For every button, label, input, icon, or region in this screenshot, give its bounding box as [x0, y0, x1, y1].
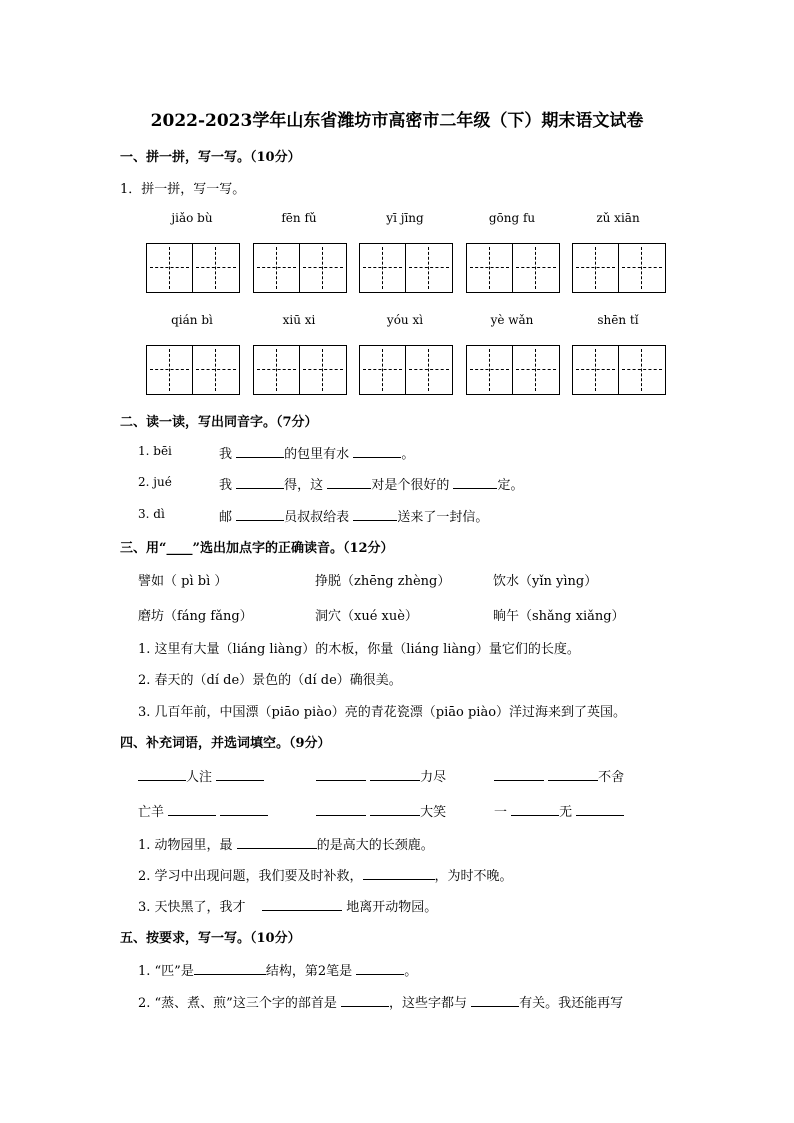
- fill-sentence: 2. “蒸、煮、煎”这三个字的部首是 ，这些字都与 有关。我还能再写: [138, 996, 624, 1011]
- pinyin-label: yóu xì: [386, 313, 424, 327]
- writing-grid[interactable]: [572, 345, 666, 395]
- answer-blank[interactable]: [548, 768, 598, 781]
- fill-sentence: 我 的包里有水 。: [219, 447, 415, 462]
- section-1-heading: 一、拼一拼，写一写。（10分）: [120, 150, 301, 165]
- answer-blank[interactable]: [327, 476, 371, 489]
- word-choice[interactable]: 晌午（shǎng xiǎng）: [493, 609, 625, 624]
- writing-grid[interactable]: [253, 243, 347, 293]
- section-3-heading: 三、用“____”选出加点字的正确读音。（12分）: [120, 541, 394, 556]
- pinyin-prompt: 2. jué: [138, 475, 172, 489]
- question-1-label: 1．拼一拼，写一写。: [120, 182, 246, 197]
- sentence-choice[interactable]: 1. 这里有大量（liáng liàng）的木板，你量（liáng liàng）量它们的长度。: [138, 642, 580, 657]
- pinyin-label: zǔ xiān: [596, 211, 640, 225]
- word-choice[interactable]: 洞穴（xué xuè）: [315, 609, 418, 624]
- pinyin-label: xiū xi: [282, 313, 316, 327]
- word-choice[interactable]: 磨坊（fáng fǎng）: [138, 609, 253, 624]
- writing-grid[interactable]: [359, 243, 453, 293]
- answer-blank[interactable]: [576, 803, 624, 816]
- pinyin-label: shēn tǐ: [597, 313, 639, 327]
- sentence-choice[interactable]: 2. 春天的（dí de）景色的（dí de）确很美。: [138, 673, 402, 688]
- section-5-heading: 五、按要求，写一写。（10分）: [120, 931, 301, 946]
- writing-grid[interactable]: [146, 345, 240, 395]
- writing-grid[interactable]: [572, 243, 666, 293]
- answer-blank[interactable]: [511, 803, 559, 816]
- answer-blank[interactable]: [370, 768, 420, 781]
- pinyin-label: yè wǎn: [490, 313, 534, 327]
- answer-blank[interactable]: [236, 508, 284, 521]
- answer-blank[interactable]: [353, 445, 401, 458]
- writing-grid[interactable]: [359, 345, 453, 395]
- fill-sentence: 3. 天快黑了，我才 地离开动物园。: [138, 900, 438, 915]
- pinyin-prompt: 3. dì: [138, 507, 165, 521]
- writing-grid[interactable]: [146, 243, 240, 293]
- fill-sentence: 邮 员叔叔给表 送来了一封信。: [219, 510, 489, 525]
- word-choice[interactable]: 挣脱（zhēng zhèng）: [315, 574, 451, 589]
- answer-blank[interactable]: [168, 803, 216, 816]
- answer-blank[interactable]: [471, 994, 519, 1007]
- pinyin-label: qián bì: [171, 313, 213, 327]
- answer-blank[interactable]: [194, 962, 266, 975]
- answer-blank[interactable]: [453, 476, 497, 489]
- fill-sentence: 1. “匹”是 结构，第2笔是 。: [138, 964, 418, 979]
- answer-blank[interactable]: [353, 508, 397, 521]
- writing-grid[interactable]: [466, 243, 560, 293]
- answer-blank[interactable]: [363, 867, 435, 880]
- writing-grid[interactable]: [466, 345, 560, 395]
- answer-blank[interactable]: [220, 803, 268, 816]
- answer-blank[interactable]: [216, 768, 264, 781]
- answer-blank[interactable]: [262, 898, 342, 911]
- answer-blank[interactable]: [494, 768, 544, 781]
- pinyin-label: yī jīng: [386, 211, 424, 225]
- pinyin-label: jiǎo bù: [171, 211, 213, 225]
- pinyin-prompt: 1. bēi: [138, 444, 172, 458]
- idiom-fill: 一 无: [494, 801, 624, 820]
- answer-blank[interactable]: [356, 962, 404, 975]
- answer-blank[interactable]: [237, 836, 317, 849]
- idiom-fill: 大笑: [316, 801, 446, 820]
- sentence-choice[interactable]: 3. 几百年前，中国漂（piāo piào）亮的青花瓷漂（piāo piào）洋过海来到了英国。: [138, 705, 627, 720]
- answer-blank[interactable]: [341, 994, 389, 1007]
- pinyin-label: fēn fǔ: [281, 211, 317, 225]
- answer-blank[interactable]: [138, 768, 186, 781]
- answer-blank[interactable]: [316, 803, 366, 816]
- answer-blank[interactable]: [316, 768, 366, 781]
- idiom-fill: 不舍: [494, 766, 624, 785]
- writing-grid[interactable]: [253, 345, 347, 395]
- answer-blank[interactable]: [236, 445, 284, 458]
- word-choice[interactable]: 譬如（ pì bì ）: [138, 574, 228, 589]
- page-title: 2022-2023学年山东省潍坊市高密市二年级（下）期末语文试卷: [150, 111, 644, 131]
- word-choice[interactable]: 饮水（yǐn yìng）: [493, 574, 598, 589]
- answer-blank[interactable]: [370, 803, 420, 816]
- idiom-fill: 力尽: [316, 766, 446, 785]
- idiom-fill: 人注: [138, 766, 264, 785]
- idiom-fill: 亡羊: [138, 801, 268, 820]
- pinyin-label: gōng fu: [488, 211, 536, 225]
- answer-blank[interactable]: [236, 476, 284, 489]
- section-4-heading: 四、补充词语，并选词填空。（9分）: [120, 736, 331, 751]
- fill-sentence: 1. 动物园里，最 的是高大的长颈鹿。: [138, 838, 434, 853]
- fill-sentence: 2. 学习中出现问题，我们要及时补救， ，为时不晚。: [138, 869, 513, 884]
- fill-sentence: 我 得，这 对是个很好的 定。: [219, 478, 524, 493]
- section-2-heading: 二、读一读，写出同音字。（7分）: [120, 415, 318, 430]
